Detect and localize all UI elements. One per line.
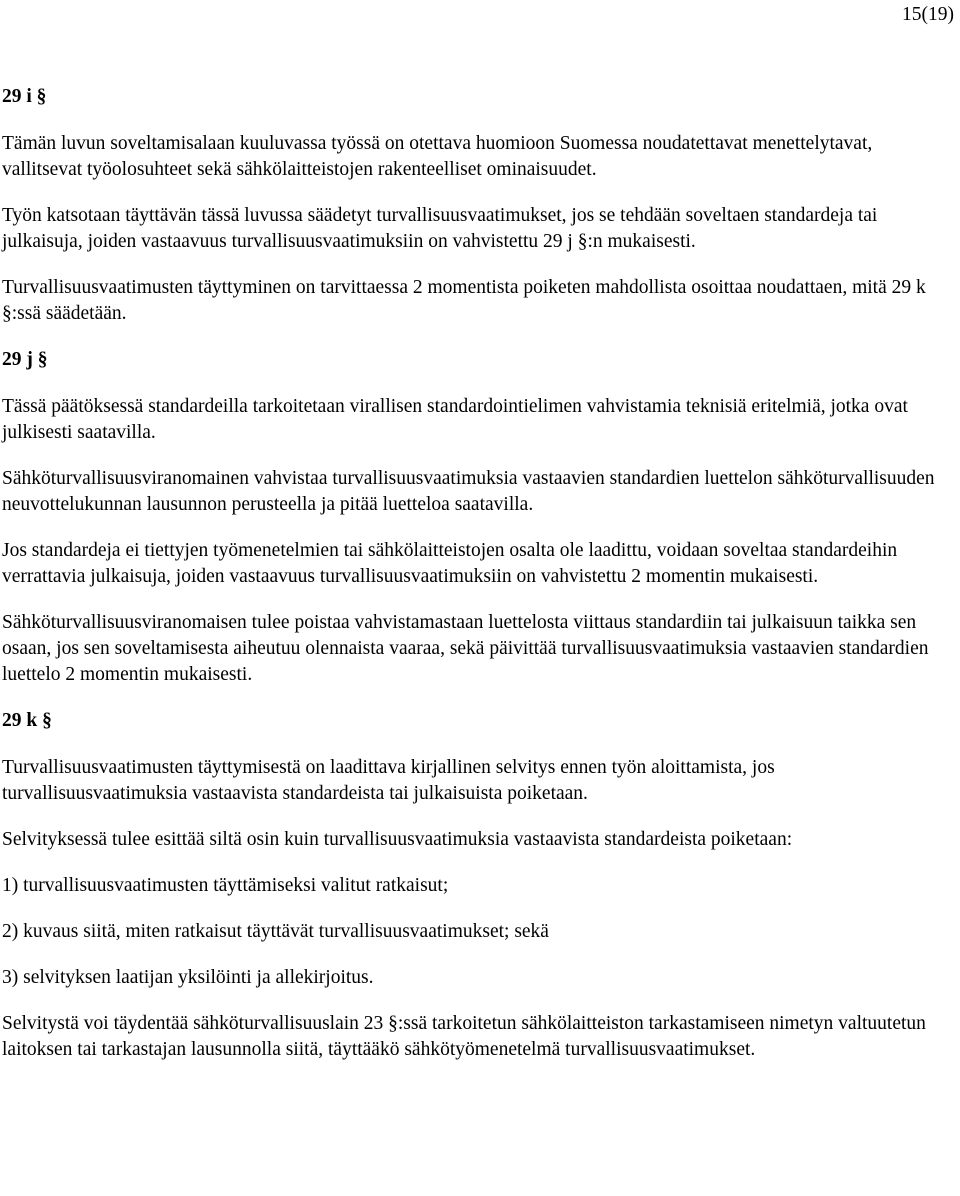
page-number: 15(19): [902, 4, 954, 25]
paragraph: Työn katsotaan täyttävän tässä luvussa säädetyt turvallisuusvaatimukset, jos se tehdään soveltaen standardeja tai julkaisuja, joiden vastaavuus turvallisuusvaatimuksiin on vahvistettu 29 j §:n mukaisesti.: [2, 205, 878, 252]
paragraph: Tämän luvun soveltamisalaan kuuluvassa työssä on otettava huomioon Suomessa noudatettavat menettelytavat, vallitsevat työolosuhteet sekä sähkölaitteistojen rakenteelliset ominaisuudet.: [2, 133, 873, 180]
section-heading-29i: 29 i §: [2, 86, 47, 107]
paragraph: Sähköturvallisuusviranomaisen tulee poistaa vahvistamastaan luettelosta viittaus standardiin tai julkaisuun taikka sen osaan, jos sen soveltamisesta aiheutuu olennaista vaaraa, sekä päivittää turvallisuusvaatimuksia vastaavien standardien luettelo 2 momentin mukaisesti.: [2, 612, 929, 685]
paragraph: Selvitystä voi täydentää sähköturvallisuuslain 23 §:ssä tarkoitetun sähkölaitteiston tarkastamiseen nimetyn valtuutetun laitoksen tai tarkastajan lausunnolla siitä, täyttääkö sähkötyömenetelmä turvallisuusvaatimukset.: [2, 1013, 926, 1060]
list-item: 3) selvityksen laatijan yksilöinti ja allekirjoitus.: [2, 967, 374, 988]
paragraph: Tässä päätöksessä standardeilla tarkoitetaan virallisen standardointielimen vahvistamia teknisiä eritelmiä, jotka ovat julkisesti saatavilla.: [2, 396, 908, 443]
section-heading-29j: 29 j §: [2, 349, 48, 370]
paragraph: Jos standardeja ei tiettyjen työmenetelmien tai sähkölaitteistojen osalta ole laadittu, voidaan soveltaa standardeihin verrattavia julkaisuja, joiden vastaavuus turvallisuusvaatimuksiin on vahvistettu 2 momentin mukaisesti.: [2, 540, 898, 587]
list-item: 2) kuvaus siitä, miten ratkaisut täyttävät turvallisuusvaatimukset; sekä: [2, 921, 549, 942]
paragraph: Turvallisuusvaatimusten täyttymisestä on laadittava kirjallinen selvitys ennen työn aloittamista, jos turvallisuusvaatimuksia vastaavista standardeista tai julkaisuista poiketaan.: [2, 757, 775, 804]
paragraph: Selvityksessä tulee esittää siltä osin kuin turvallisuusvaatimuksia vastaavista standardeista poiketaan:: [2, 829, 793, 850]
paragraph: Sähköturvallisuusviranomainen vahvistaa turvallisuusvaatimuksia vastaavien standardien luettelon sähköturvallisuuden neuvottelukunnan lausunnon perusteella ja pitää luetteloa saatavilla.: [2, 468, 935, 515]
list-item: 1) turvallisuusvaatimusten täyttämiseksi valitut ratkaisut;: [2, 875, 449, 896]
paragraph: Turvallisuusvaatimusten täyttyminen on tarvittaessa 2 momentista poiketen mahdollista osoittaa noudattaen, mitä 29 k §:ssä säädetään.: [2, 277, 926, 324]
document-body: [2, 84, 952, 1083]
section-heading-29k: 29 k §: [2, 710, 52, 731]
